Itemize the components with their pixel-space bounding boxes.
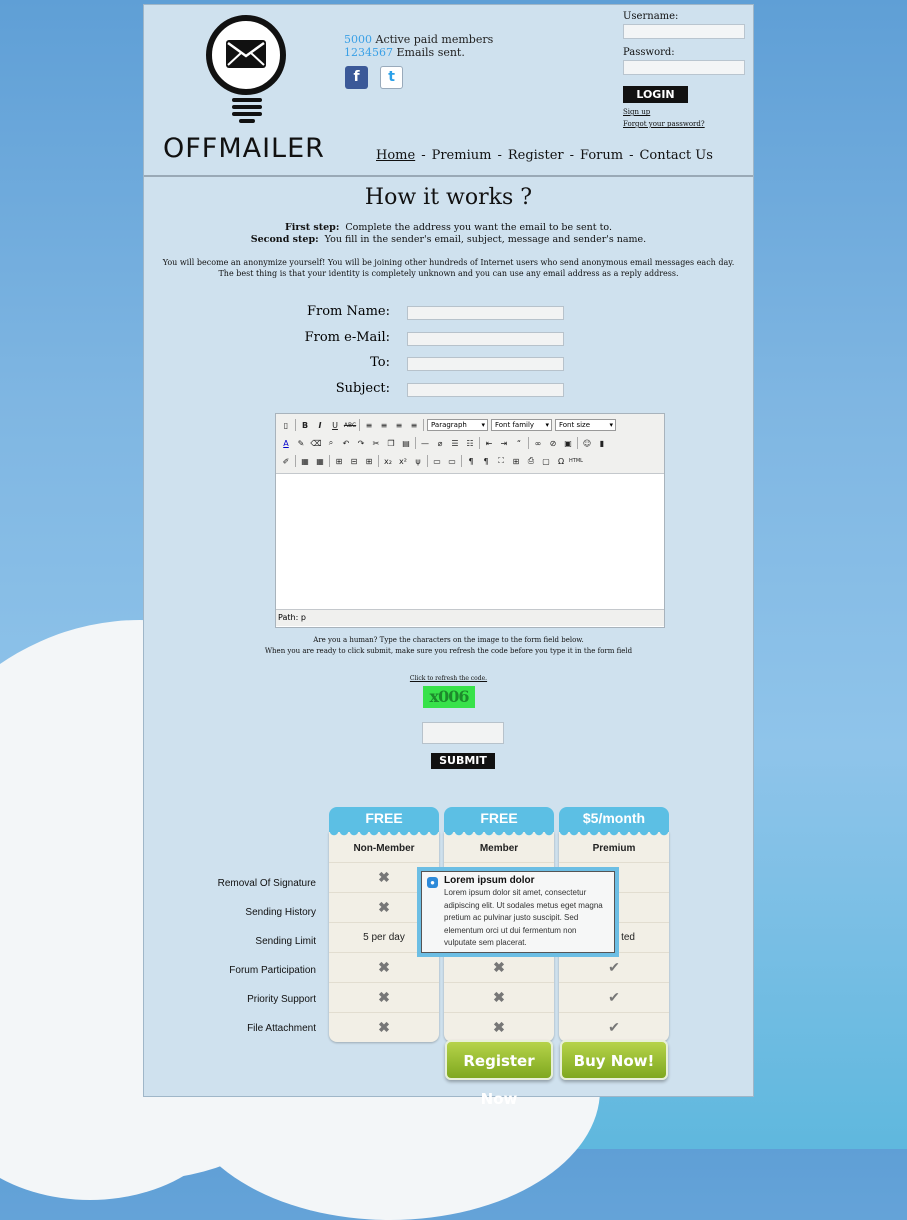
- bold-icon[interactable]: B: [301, 420, 309, 430]
- social-links: [345, 66, 410, 89]
- site-stats: [344, 33, 493, 59]
- intro-line-2: The best thing is that your identity is completely unknown and you can use any email address as a reply address.: [218, 269, 679, 278]
- from-name-input[interactable]: [407, 306, 564, 320]
- message-editor: [275, 413, 665, 628]
- cross-icon: ✖: [378, 989, 390, 1005]
- subject-row: [274, 381, 574, 401]
- feature-cell: [329, 1013, 439, 1042]
- main-nav: [376, 148, 713, 163]
- insert-col-icon[interactable]: ⊞: [365, 456, 373, 466]
- signup-link[interactable]: Sign up: [623, 108, 651, 116]
- feature-cell: [444, 983, 554, 1013]
- steps: [144, 222, 753, 246]
- login-button[interactable]: LOGIN: [623, 86, 688, 103]
- text-color-icon[interactable]: A: [283, 438, 289, 448]
- username-label: Username:: [623, 11, 679, 22]
- facebook-icon[interactable]: f: [345, 66, 368, 89]
- layer2-icon[interactable]: ▭: [448, 456, 456, 466]
- nav-forum[interactable]: Forum: [580, 148, 624, 163]
- cross-icon: ✖: [378, 1019, 390, 1035]
- envelope-icon: [226, 40, 266, 68]
- special-icon[interactable]: ψ: [415, 456, 421, 466]
- table-props-icon[interactable]: ▦: [316, 456, 324, 466]
- step1-label: First step:: [285, 222, 340, 233]
- from-name-label: From Name:: [306, 304, 390, 319]
- brand-name: OFFMAILER: [163, 133, 325, 164]
- media-icon[interactable]: ▮: [599, 438, 605, 448]
- twitter-icon[interactable]: t: [380, 66, 403, 89]
- step2-label: Second step:: [250, 234, 319, 245]
- intro-text: [144, 257, 753, 279]
- feature-cell: 5 per day: [329, 923, 439, 953]
- rtl-icon[interactable]: ¶: [483, 456, 489, 466]
- feature-cell: [559, 983, 669, 1013]
- row-label: Forum Participation: [229, 965, 316, 976]
- feature-cell: [329, 953, 439, 983]
- plan-price: FREE: [444, 807, 554, 832]
- lightbulb-icon: [206, 15, 286, 95]
- strikethrough-icon[interactable]: ABC: [343, 421, 357, 429]
- indent-icon[interactable]: ⇥: [500, 438, 508, 448]
- page-title: How it works ?: [364, 185, 533, 210]
- bullet-list-icon[interactable]: ☰: [451, 438, 459, 448]
- plan-name: Non-Member: [329, 832, 439, 863]
- underline-icon[interactable]: U: [332, 420, 338, 430]
- font-family-select[interactable]: Font family ▾: [491, 419, 552, 431]
- cross-icon: ✖: [493, 989, 505, 1005]
- find-icon[interactable]: ⌕: [328, 438, 334, 447]
- nav-separator: -: [569, 148, 575, 163]
- font-size-select[interactable]: Font size ▾: [555, 419, 616, 431]
- check-icon: ✔: [608, 989, 620, 1005]
- emails-count: 1234567: [344, 46, 393, 59]
- row-label: Priority Support: [247, 994, 316, 1005]
- plan-name: Member: [444, 832, 554, 863]
- unlink-icon[interactable]: ⊘: [549, 438, 557, 448]
- cross-icon: ✖: [378, 869, 390, 885]
- to-input[interactable]: [407, 357, 564, 371]
- ltr-icon[interactable]: ¶: [468, 456, 474, 466]
- emoticon-icon[interactable]: ☺: [582, 438, 592, 448]
- captcha-line-1: Are you a human? Type the characters on the image to the form field below.: [313, 636, 584, 644]
- feature-cell: [559, 1013, 669, 1042]
- from-email-input[interactable]: [407, 332, 564, 346]
- nav-separator: -: [421, 148, 426, 163]
- step1-text: Complete the address you want the email to be sent to.: [345, 222, 612, 233]
- cross-icon: ✖: [493, 959, 505, 975]
- submit-button[interactable]: SUBMIT: [431, 753, 495, 769]
- editor-path: Path: p: [276, 609, 664, 626]
- undo-icon[interactable]: ↶: [342, 438, 350, 448]
- highlight-icon[interactable]: ✎: [297, 438, 305, 448]
- login-form: [623, 11, 745, 132]
- plan-name: Premium: [559, 832, 669, 863]
- from-name-row: [274, 304, 574, 324]
- align-justify-icon[interactable]: ≡: [410, 420, 418, 430]
- paragraph-select[interactable]: Paragraph ▾: [427, 419, 488, 431]
- preview-icon[interactable]: ▢: [542, 456, 550, 466]
- redo-icon[interactable]: ↷: [357, 438, 365, 448]
- align-center-icon[interactable]: ≡: [380, 420, 388, 430]
- nav-separator: -: [629, 148, 634, 163]
- new-document-icon[interactable]: ▯: [283, 420, 289, 430]
- bulb-base-icon: [232, 98, 262, 126]
- info-tooltip: [417, 867, 619, 957]
- page-break-icon[interactable]: ⊞: [512, 456, 520, 466]
- insert-row-icon[interactable]: ⊞: [335, 456, 343, 466]
- tooltip-title: Lorem ipsum dolor: [444, 875, 535, 886]
- delete-row-icon[interactable]: ⊟: [350, 456, 358, 466]
- editor-content[interactable]: [276, 474, 664, 609]
- remove-format-icon[interactable]: ⌀: [437, 438, 443, 448]
- row-label: Removal Of Signature: [217, 878, 316, 889]
- outdent-icon[interactable]: ⇤: [485, 438, 493, 448]
- plan-price: $5/month: [559, 807, 669, 832]
- captcha-input[interactable]: [422, 722, 504, 744]
- from-email-row: [274, 330, 574, 350]
- feature-cell: ted: [559, 923, 669, 953]
- subject-label: Subject:: [335, 381, 390, 396]
- forgot-password-link[interactable]: Forgot your password?: [623, 120, 705, 128]
- plan-price: FREE: [329, 807, 439, 832]
- clean-icon[interactable]: ⌫: [310, 438, 322, 448]
- html-icon[interactable]: HTML: [569, 458, 583, 464]
- align-right-icon[interactable]: ≡: [395, 420, 403, 430]
- link-icon[interactable]: ∞: [534, 438, 542, 448]
- emails-label: Emails sent.: [396, 46, 465, 59]
- nav-home[interactable]: Home: [376, 148, 416, 163]
- page-container: [143, 4, 754, 1108]
- nav-contact[interactable]: Contact Us: [639, 148, 713, 163]
- captcha-line-2: When you are ready to click submit, make sure you refresh the code before you type it in the form field: [264, 647, 633, 655]
- members-label: Active paid members: [375, 33, 494, 46]
- paste-icon[interactable]: ▤: [402, 438, 410, 448]
- edit-icon[interactable]: ✐: [282, 456, 290, 466]
- superscript-icon[interactable]: x²: [399, 456, 407, 466]
- cut-icon[interactable]: ✂: [372, 438, 380, 448]
- fullscreen-icon[interactable]: ⛶: [498, 456, 504, 465]
- to-row: [274, 355, 574, 375]
- horizontal-rule-icon[interactable]: —: [421, 438, 429, 448]
- to-label: To:: [370, 355, 390, 370]
- info-icon: ●: [427, 877, 438, 888]
- subscript-icon[interactable]: x₂: [384, 456, 392, 466]
- header-divider: [144, 175, 753, 177]
- row-label: Sending History: [245, 907, 316, 918]
- row-label: Sending Limit: [255, 936, 316, 947]
- omega-icon[interactable]: Ω: [557, 456, 565, 466]
- password-label: Password:: [623, 47, 675, 58]
- align-left-icon[interactable]: ≡: [365, 420, 373, 430]
- username-input[interactable]: [623, 24, 745, 39]
- nav-separator: -: [497, 148, 502, 163]
- password-input[interactable]: [623, 60, 745, 75]
- cross-icon: ✖: [378, 959, 390, 975]
- intro-line-1: You will become an anonymize yourself! You will be joining other hundreds of Internet users who send anonymous email messages each day.: [162, 258, 735, 267]
- captcha-image[interactable]: x006: [423, 686, 475, 708]
- from-email-label: From e-Mail:: [304, 330, 390, 345]
- buy-now-button[interactable]: Buy Now!: [560, 1040, 668, 1080]
- cross-icon: ✖: [493, 1019, 505, 1035]
- captcha-instructions: [144, 635, 753, 657]
- row-label: File Attachment: [247, 1023, 316, 1034]
- feature-cell: [444, 953, 554, 983]
- step2-text: You fill in the sender's email, subject, message and sender's name.: [324, 234, 647, 245]
- refresh-captcha-link[interactable]: Click to refresh the code.: [409, 675, 488, 682]
- check-icon: ✔: [608, 959, 620, 975]
- members-count: 5000: [344, 33, 372, 46]
- register-now-button[interactable]: Register Now: [445, 1040, 553, 1080]
- image-icon[interactable]: ▣: [564, 438, 572, 448]
- copy-icon[interactable]: ❐: [387, 438, 395, 448]
- tooltip-body: Lorem ipsum dolor sit amet, consectetur adipiscing elit. Ut sodales metus eget magna pretium ac pulvinar justo suscipit. Sed elementum orci ut dui fermentum non vulputate sem placerat.: [444, 888, 603, 947]
- editor-toolbar: [276, 414, 664, 474]
- nav-register[interactable]: Register: [507, 148, 564, 163]
- table-icon[interactable]: ▦: [301, 456, 309, 466]
- feature-cell: [329, 983, 439, 1013]
- feature-cell: [559, 953, 669, 983]
- blockquote-icon[interactable]: “: [516, 438, 522, 448]
- subject-input[interactable]: [407, 383, 564, 397]
- nav-premium[interactable]: Premium: [431, 148, 492, 163]
- italic-icon[interactable]: I: [318, 420, 322, 430]
- print-icon[interactable]: ⎙: [527, 456, 535, 465]
- layer-icon[interactable]: ▭: [433, 456, 441, 466]
- numbered-list-icon[interactable]: ☷: [466, 438, 474, 448]
- feature-cell: [444, 1013, 554, 1042]
- cross-icon: ✖: [378, 899, 390, 915]
- check-icon: ✔: [608, 1019, 620, 1035]
- site-header: [144, 5, 753, 177]
